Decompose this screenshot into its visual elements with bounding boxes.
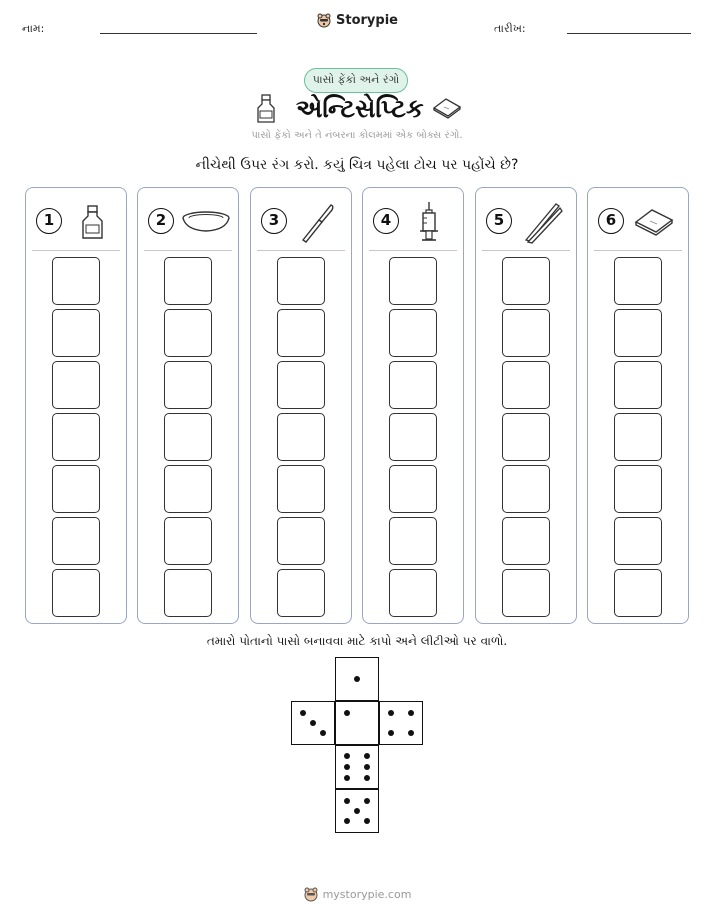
column-6 (587, 187, 689, 624)
die-pip (300, 710, 306, 716)
question: નીચેથી ઉપર રંગ કરો. કયું ચિત્ર પહેલા ટોચ પર પહોંચે છે? (195, 157, 519, 173)
brand-header (0, 12, 714, 32)
die-pip (344, 764, 350, 770)
color-box[interactable] (389, 465, 437, 513)
color-box[interactable] (614, 465, 662, 513)
column-number: 2 (148, 208, 174, 234)
die-pip (344, 710, 350, 716)
color-box[interactable] (502, 465, 550, 513)
date-line[interactable] (567, 33, 691, 34)
color-box[interactable] (389, 413, 437, 461)
die-face-1 (335, 701, 379, 745)
color-box[interactable] (52, 257, 100, 305)
die-pip (354, 808, 360, 814)
storypie-logo-icon (316, 12, 332, 28)
bottle-icon (70, 200, 114, 244)
column-number: 4 (373, 208, 399, 234)
syringe-icon (407, 200, 451, 244)
color-box[interactable] (164, 257, 212, 305)
subtitle: પાસો ફેંકો અને તે નંબરના કોલમમાં એક બોક્સ રંગો. (251, 130, 463, 141)
die-pip (344, 798, 350, 804)
die-pip (408, 710, 414, 716)
column-number: 1 (36, 208, 62, 234)
die-face-1 (335, 657, 379, 701)
die-pip (344, 818, 350, 824)
column-number: 3 (261, 208, 287, 234)
color-box[interactable] (277, 309, 325, 357)
color-box[interactable] (52, 517, 100, 565)
color-box[interactable] (277, 517, 325, 565)
die-pip (320, 730, 326, 736)
color-box[interactable] (502, 517, 550, 565)
color-box[interactable] (614, 413, 662, 461)
color-box[interactable] (502, 257, 550, 305)
activity-tag: પાસો ફેંકો અને રંગો (304, 68, 408, 93)
name-label: નામ: (22, 22, 45, 35)
die-pip (388, 730, 394, 736)
die-pip (364, 753, 370, 759)
color-box[interactable] (389, 569, 437, 617)
color-box[interactable] (52, 569, 100, 617)
die-pip (364, 775, 370, 781)
color-box[interactable] (164, 361, 212, 409)
color-box[interactable] (52, 465, 100, 513)
color-box[interactable] (277, 361, 325, 409)
page-title: એન્ટિસેપ્ટિક (296, 94, 424, 123)
die-face-3 (291, 701, 335, 745)
name-line[interactable] (100, 33, 257, 34)
die-pip (310, 720, 316, 726)
date-label: તારીખ: (494, 22, 526, 35)
brand-name: Storypie (336, 12, 398, 28)
color-box[interactable] (389, 361, 437, 409)
color-box[interactable] (164, 465, 212, 513)
column-number: 6 (598, 208, 624, 234)
title-row (0, 94, 714, 126)
die-face-4 (379, 701, 423, 745)
color-box[interactable] (614, 569, 662, 617)
tweezers-icon (520, 200, 564, 244)
die-pip (344, 775, 350, 781)
column-4 (362, 187, 464, 624)
gauze-pad-icon (632, 200, 676, 244)
color-box[interactable] (389, 517, 437, 565)
scalpel-icon (295, 200, 339, 244)
color-box[interactable] (164, 517, 212, 565)
color-box[interactable] (277, 569, 325, 617)
die-face-5 (335, 789, 379, 833)
bowl-icon (180, 200, 232, 244)
column-2 (137, 187, 239, 624)
color-box[interactable] (52, 361, 100, 409)
color-box[interactable] (389, 309, 437, 357)
column-5 (475, 187, 577, 624)
color-box[interactable] (164, 309, 212, 357)
color-box[interactable] (277, 413, 325, 461)
color-box[interactable] (502, 309, 550, 357)
cut-fold-instruction: તમારો પોતાનો પાસો બનાવવા માટે કાપો અને લીટીઓ પર વાળો. (206, 634, 508, 648)
color-box[interactable] (502, 361, 550, 409)
column-3 (250, 187, 352, 624)
color-box[interactable] (164, 569, 212, 617)
color-box[interactable] (164, 413, 212, 461)
color-box[interactable] (614, 257, 662, 305)
color-box[interactable] (614, 309, 662, 357)
column-number: 5 (486, 208, 512, 234)
color-box[interactable] (52, 413, 100, 461)
die-face-6 (335, 745, 379, 789)
color-box[interactable] (614, 517, 662, 565)
color-box[interactable] (502, 413, 550, 461)
die-pip (364, 764, 370, 770)
column-1 (25, 187, 127, 624)
color-box[interactable] (614, 361, 662, 409)
color-box[interactable] (52, 309, 100, 357)
die-pip (354, 676, 360, 682)
die-pip (408, 730, 414, 736)
die-pip (388, 710, 394, 716)
footer-site[interactable]: mystorypie.com (322, 887, 412, 901)
bottle-icon (255, 94, 277, 124)
die-pip (344, 753, 350, 759)
color-box[interactable] (389, 257, 437, 305)
die-pip (364, 818, 370, 824)
color-box[interactable] (277, 465, 325, 513)
color-box[interactable] (277, 257, 325, 305)
die-pip (364, 798, 370, 804)
color-box[interactable] (502, 569, 550, 617)
gauze-pad-icon (432, 96, 462, 120)
footer (0, 886, 714, 906)
storypie-logo-icon (303, 886, 319, 902)
